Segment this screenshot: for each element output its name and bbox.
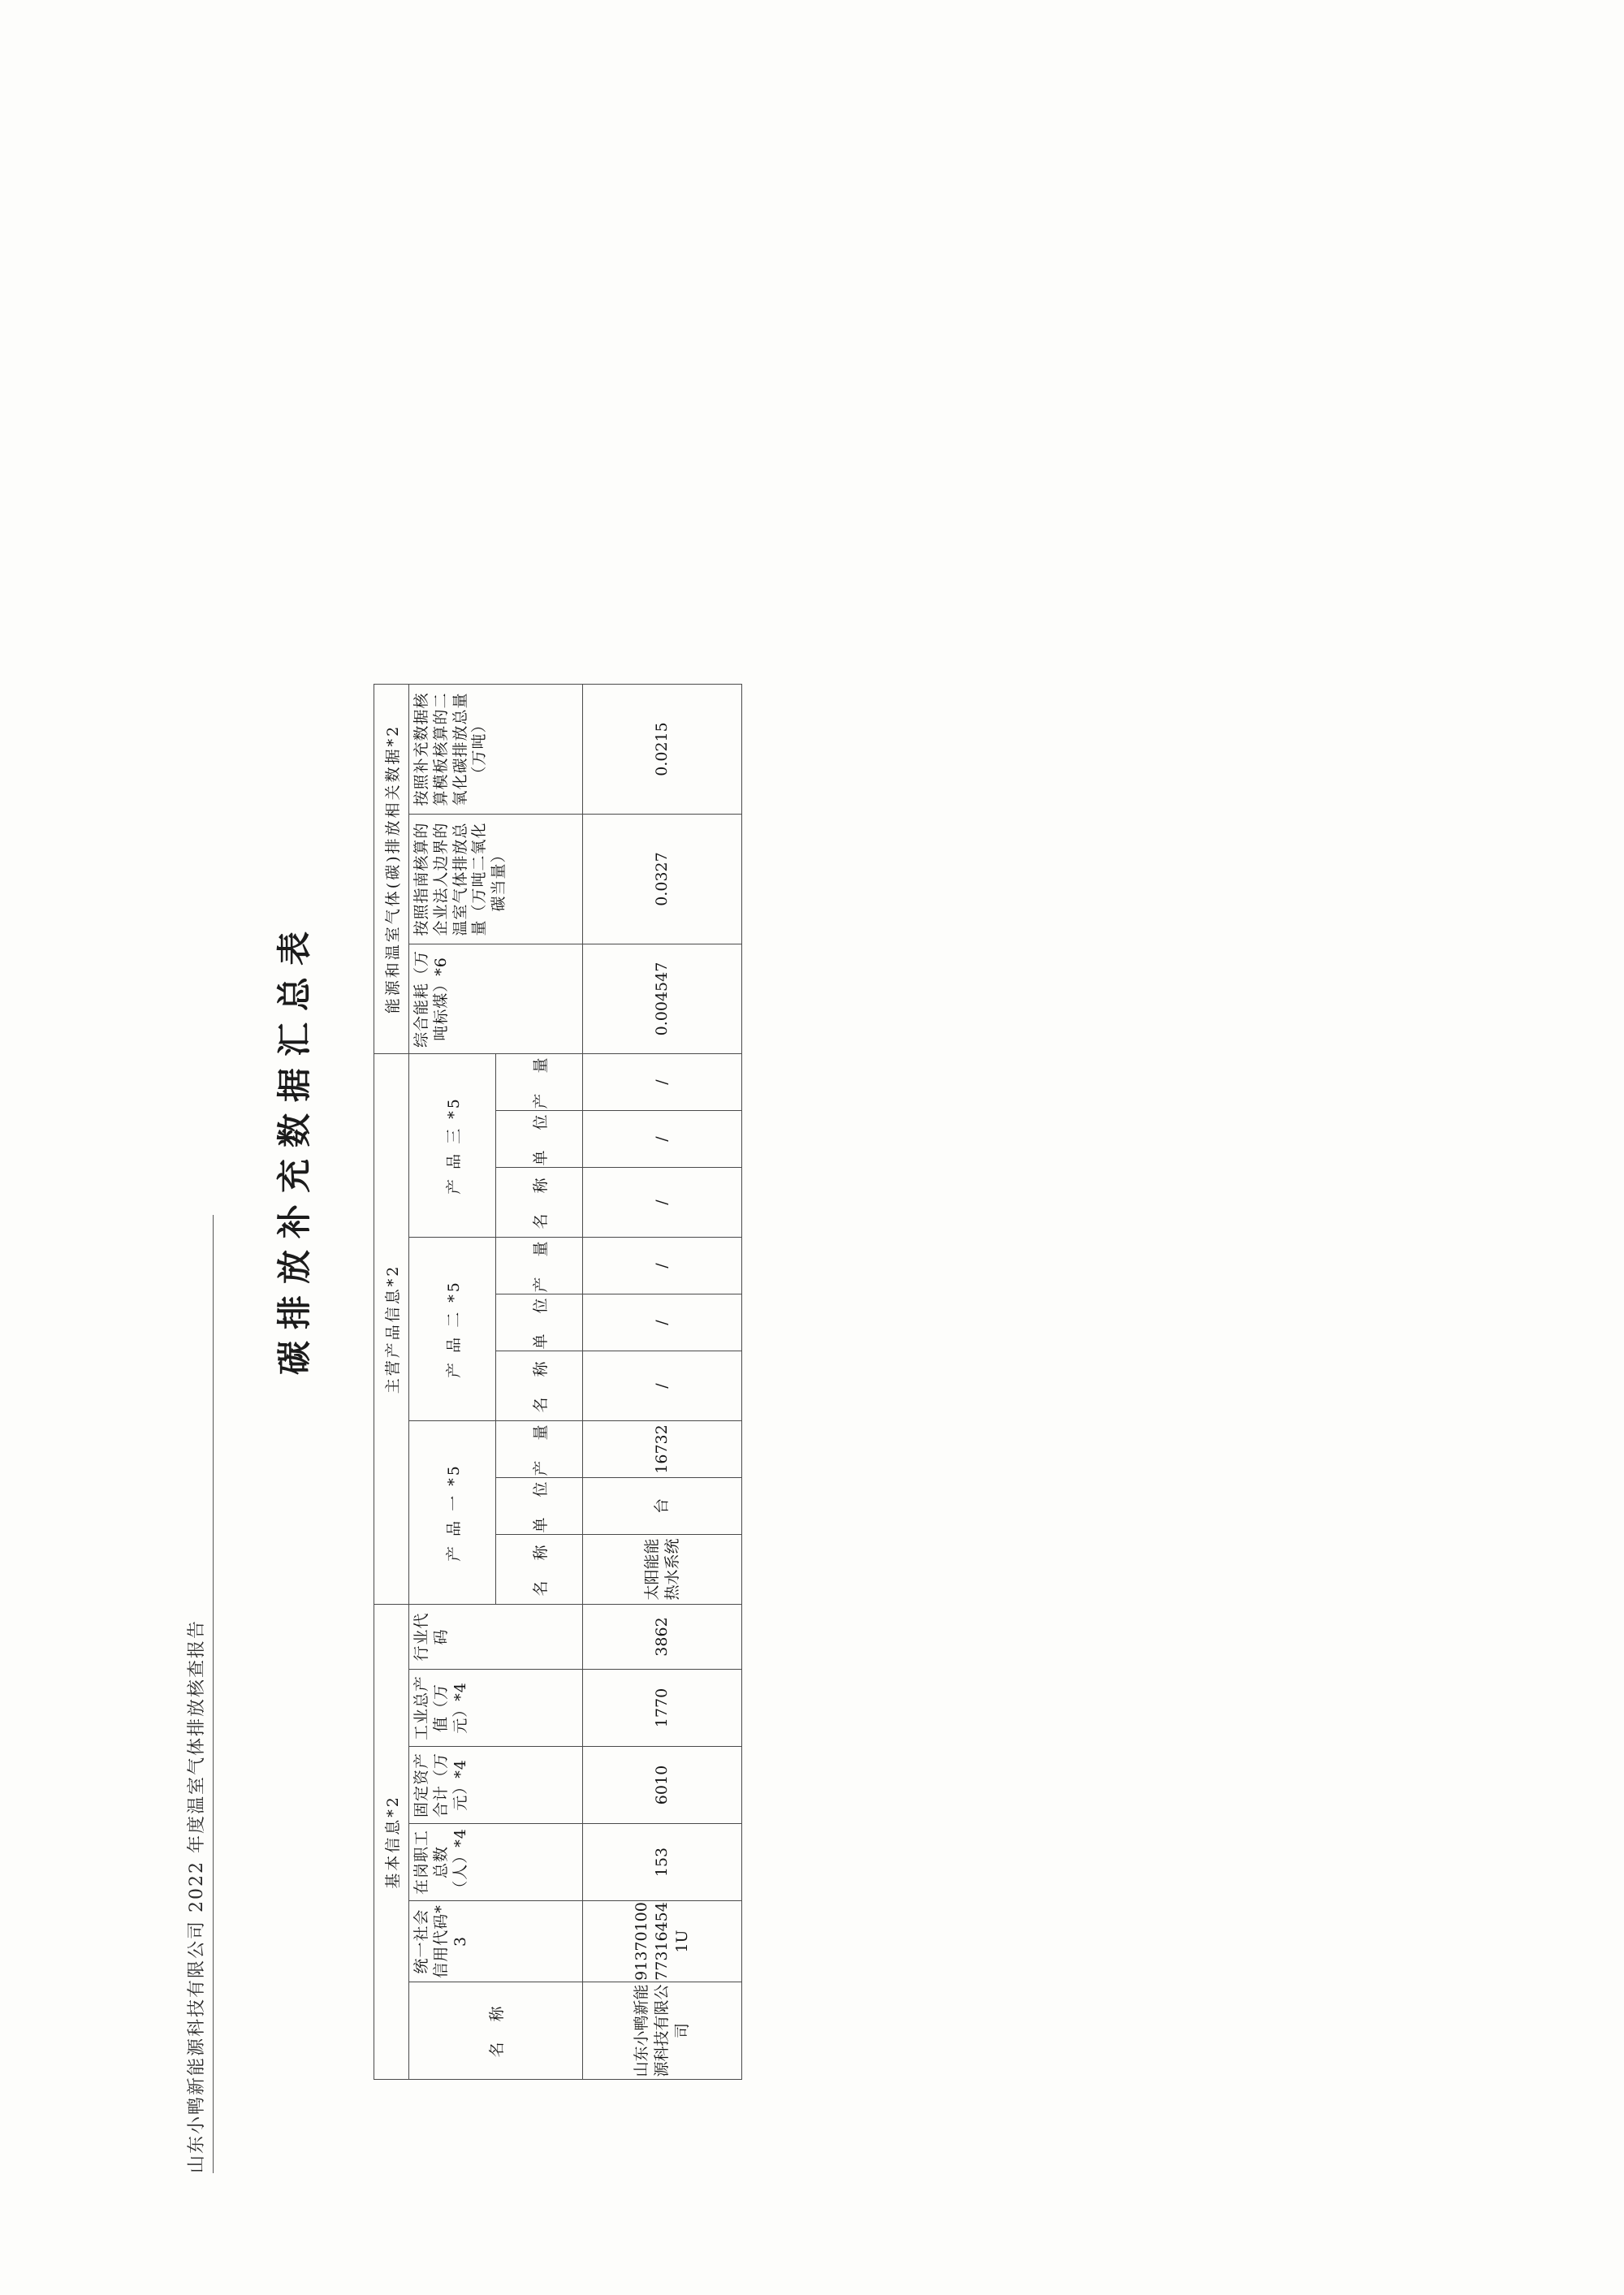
col-header-industrial-output-text: 工业总产值（万元）*4 bbox=[412, 1675, 469, 1741]
col-header-product3-unit: 单 位 bbox=[496, 1111, 583, 1168]
col-header-product1-unit: 单 位 bbox=[496, 1478, 583, 1535]
carbon-emission-summary-table bbox=[374, 684, 742, 2080]
cell-credit-code: 91370100773164541U bbox=[583, 1901, 742, 1982]
cell-industrial-output: 1770 bbox=[583, 1670, 742, 1747]
cell-product3-qty: / bbox=[583, 1054, 742, 1111]
col-header-industry-code-text: 行业代码 bbox=[412, 1612, 450, 1662]
col-header-ghg-guideline-text: 按照指南核算的企业法人边界的温室气体排放总量（万吨二氧化碳当量） bbox=[412, 822, 508, 936]
cell-product3-unit: / bbox=[583, 1111, 742, 1168]
summary-table-wrapper bbox=[374, 684, 742, 2080]
table-row bbox=[583, 685, 742, 2080]
cell-company-name: 山东小鸭新能源科技有限公司 bbox=[583, 1982, 742, 2080]
product-group-2: 产 品 二 *5 bbox=[409, 1238, 496, 1421]
product-group-3: 产 品 三 *5 bbox=[409, 1054, 496, 1238]
col-header-staff-text: 在岗职工总数（人）*4 bbox=[412, 1828, 469, 1896]
col-header-product3-name: 名 称 bbox=[496, 1168, 583, 1238]
group-header-energy-ghg: 能源和温室气体(碳)排放相关数据*2 bbox=[374, 685, 409, 1054]
cell-ghg-guideline: 0.0327 bbox=[583, 815, 742, 944]
product-group-1: 产 品 一 *5 bbox=[409, 1421, 496, 1605]
col-header-ghg-supplement-text: 按照补充数据核算模板核算的二氧化碳排放总量（万吨） bbox=[412, 692, 489, 806]
col-header-name: 名 称 bbox=[409, 1982, 583, 2080]
cell-product1-qty: 16732 bbox=[583, 1421, 742, 1478]
col-header-ghg-guideline bbox=[409, 815, 583, 944]
cell-fixed-assets: 6010 bbox=[583, 1747, 742, 1824]
cell-product3-name: / bbox=[583, 1168, 742, 1238]
col-header-product2-unit: 单 位 bbox=[496, 1294, 583, 1351]
cell-product2-qty: / bbox=[583, 1238, 742, 1294]
col-header-credit-code bbox=[409, 1901, 583, 1982]
running-header: 山东小鸭新能源科技有限公司 2022 年度温室气体排放核查报告 bbox=[187, 1619, 207, 2173]
table-group-header-row bbox=[374, 685, 409, 2080]
col-header-staff bbox=[409, 1824, 583, 1901]
col-header-credit-code-text: 统一社会信用代码*3 bbox=[412, 1904, 469, 1978]
group-header-main-products: 主营产品信息*2 bbox=[374, 1054, 409, 1605]
col-header-energy-total bbox=[409, 944, 583, 1054]
col-header-ghg-supplement bbox=[409, 685, 583, 815]
col-header-energy-total-text: 综合能耗（万吨标煤）*6 bbox=[412, 950, 450, 1048]
cell-product2-name: / bbox=[583, 1351, 742, 1421]
col-header-fixed-assets-text: 固定资产合计（万元）*4 bbox=[412, 1753, 469, 1818]
col-header-product1-qty: 产 量 bbox=[496, 1421, 583, 1478]
cell-energy-total: 0.004547 bbox=[583, 944, 742, 1054]
cell-product1-unit: 台 bbox=[583, 1478, 742, 1535]
table-product-group-row bbox=[409, 685, 496, 2080]
col-header-industry-code bbox=[409, 1605, 583, 1670]
col-header-product1-name: 名 称 bbox=[496, 1535, 583, 1605]
cell-staff: 153 bbox=[583, 1824, 742, 1901]
group-header-basic-info: 基本信息*2 bbox=[374, 1605, 409, 2080]
header-divider bbox=[213, 1215, 214, 2173]
page-title: 碳排放补充数据汇总表 bbox=[274, 920, 314, 1376]
cell-ghg-supplement: 0.0215 bbox=[583, 685, 742, 815]
col-header-product2-name: 名 称 bbox=[496, 1351, 583, 1421]
cell-product2-unit: / bbox=[583, 1294, 742, 1351]
col-header-product3-qty: 产 量 bbox=[496, 1054, 583, 1111]
cell-industry-code: 3862 bbox=[583, 1605, 742, 1670]
cell-product1-name: 太阳能能热水系统 bbox=[583, 1535, 742, 1605]
col-header-product2-qty: 产 量 bbox=[496, 1238, 583, 1294]
col-header-fixed-assets bbox=[409, 1747, 583, 1824]
col-header-industrial-output bbox=[409, 1670, 583, 1747]
